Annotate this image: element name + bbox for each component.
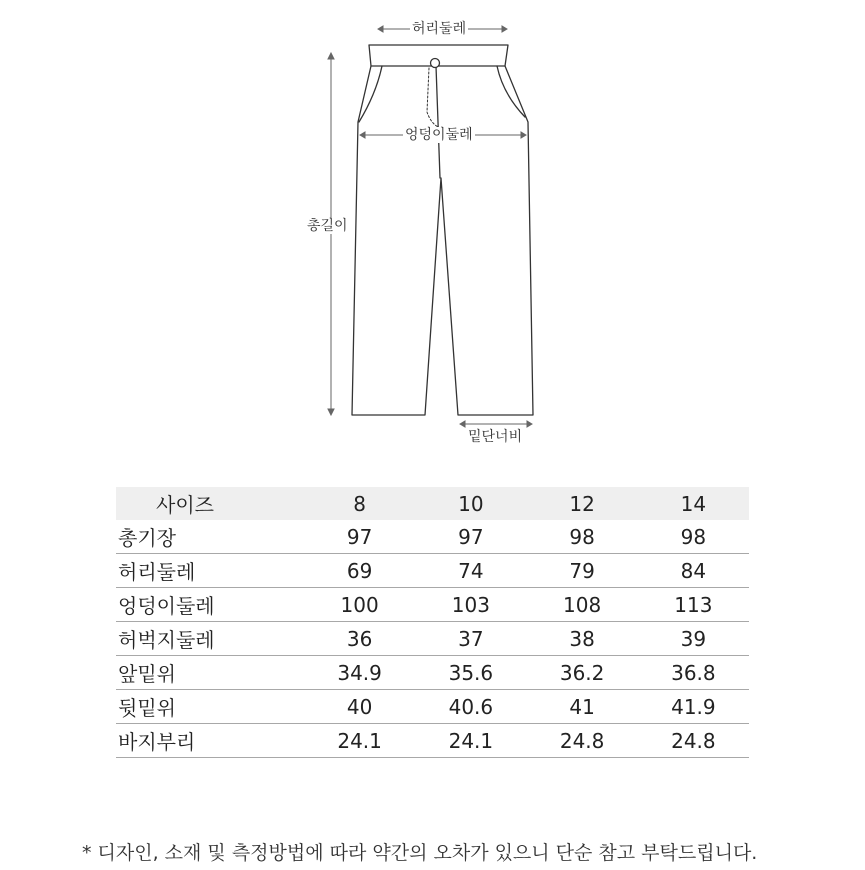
header-cell: 사이즈 (116, 487, 304, 520)
table-row (116, 554, 749, 588)
left-pocket (359, 66, 382, 122)
table-cell: 41.9 (638, 690, 749, 724)
hip-label: 엉덩이둘레 (405, 127, 473, 143)
total-length-label: 총길이 (307, 218, 348, 234)
table-cell: 84 (638, 554, 749, 588)
table-cell: 36.8 (638, 656, 749, 690)
header-cell: 10 (415, 487, 526, 520)
table-cell: 98 (638, 520, 749, 554)
table-cell: 36.2 (527, 656, 638, 690)
row-label: 총기장 (116, 520, 304, 554)
table-header-row (116, 487, 749, 520)
table-cell: 41 (527, 690, 638, 724)
row-label: 엉덩이둘레 (116, 588, 304, 622)
row-label: 허벅지둘레 (116, 622, 304, 656)
row-label: 바지부리 (116, 724, 304, 758)
table-cell: 34.9 (304, 656, 415, 690)
table-cell: 108 (527, 588, 638, 622)
table-cell: 113 (638, 588, 749, 622)
table-cell: 100 (304, 588, 415, 622)
table-cell: 36 (304, 622, 415, 656)
table-row (116, 588, 749, 622)
table-cell: 24.8 (638, 724, 749, 758)
table-row (116, 622, 749, 656)
table-cell: 38 (527, 622, 638, 656)
row-label: 허리둘레 (116, 554, 304, 588)
table-row (116, 520, 749, 554)
table-cell: 79 (527, 554, 638, 588)
header-cell: 14 (638, 487, 749, 520)
table-row (116, 724, 749, 758)
size-table (116, 487, 749, 758)
center-seam (436, 66, 440, 178)
right-pocket (497, 66, 525, 117)
table-cell: 24.8 (527, 724, 638, 758)
table-cell: 39 (638, 622, 749, 656)
button (431, 59, 440, 68)
table-cell: 103 (415, 588, 526, 622)
header-cell: 12 (527, 487, 638, 520)
hem-width-label: 밑단너비 (468, 429, 523, 445)
table-row (116, 690, 749, 724)
trouser-outline (352, 66, 533, 415)
table-cell: 40.6 (415, 690, 526, 724)
table-cell: 98 (527, 520, 638, 554)
row-label: 앞밑위 (116, 656, 304, 690)
footnote: * 디자인, 소재 및 측정방법에 따라 약간의 오차가 있으니 단순 참고 부탁드립니다. (82, 842, 758, 864)
table-cell: 35.6 (415, 656, 526, 690)
table-cell: 40 (304, 690, 415, 724)
table-cell: 69 (304, 554, 415, 588)
row-label: 뒷밑위 (116, 690, 304, 724)
table-cell: 24.1 (415, 724, 526, 758)
header-cell: 8 (304, 487, 415, 520)
table-cell: 97 (415, 520, 526, 554)
table-cell: 24.1 (304, 724, 415, 758)
waist-label: 허리둘레 (412, 21, 467, 37)
table-cell: 74 (415, 554, 526, 588)
table-row (116, 656, 749, 690)
table-cell: 37 (415, 622, 526, 656)
table-cell: 97 (304, 520, 415, 554)
